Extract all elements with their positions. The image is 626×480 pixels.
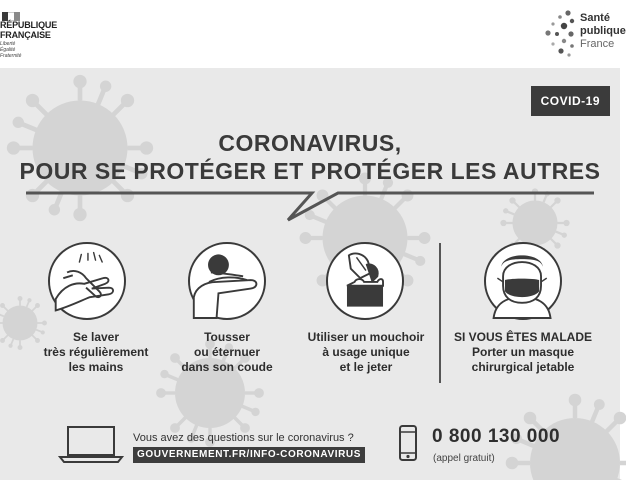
- header-bar: [0, 0, 626, 68]
- speech-bubble-underline: [26, 186, 594, 226]
- motto-line: Égalité: [0, 47, 16, 53]
- gesture-label-wash-hands: [40, 330, 152, 375]
- republique-francaise-logo: [0, 8, 70, 64]
- surgical-mask-icon: [484, 242, 562, 320]
- motto-line: Fraternité: [0, 53, 22, 59]
- gesture-label-cough-elbow: [178, 330, 276, 375]
- elbow-cough-icon: [188, 242, 266, 320]
- gesture-label-tissue: [296, 330, 436, 375]
- poster-panel: [0, 68, 620, 480]
- footer-question: Vous avez des questions sur le coronavirus ?: [133, 432, 354, 444]
- sante-publique-line: France: [580, 38, 615, 50]
- laptop-icon: [58, 424, 124, 464]
- gesture-label-line: ou éternuer: [193, 345, 260, 359]
- vertical-divider: [439, 243, 441, 383]
- gesture-label-line: Porter un masque: [471, 345, 575, 359]
- french-flag-icon: [2, 8, 20, 17]
- covid-19-badge: COVID-19: [531, 86, 610, 116]
- gesture-label-line: chirurgical jetable: [471, 360, 575, 374]
- phone-note: (appel gratuit): [433, 453, 495, 464]
- republique-name: [0, 20, 57, 40]
- gesture-label-line: à usage unique: [322, 345, 410, 359]
- gesture-label-line: SI VOUS ÊTES MALADE: [453, 330, 593, 344]
- website-link[interactable]: GOUVERNEMENT.FR/INFO-CORONAVIRUS: [133, 447, 365, 463]
- sante-publique-france-logo: [544, 6, 626, 62]
- gesture-label-line: et le jeter: [339, 360, 393, 374]
- gesture-label-line: les mains: [68, 360, 124, 374]
- republique-name-line: FRANÇAISE: [0, 30, 51, 40]
- poster-title: CORONAVIRUS,: [218, 130, 402, 156]
- sante-publique-line: Santé: [580, 12, 610, 24]
- republique-motto: [0, 41, 21, 59]
- smartphone-icon: [398, 424, 418, 462]
- gesture-label-mask: [448, 330, 598, 375]
- phone-number[interactable]: 0 800 130 000: [432, 426, 561, 447]
- gesture-label-line: Utiliser un mouchoir: [307, 330, 425, 344]
- republique-name-line: RÉPUBLIQUE: [0, 20, 58, 30]
- motto-line: Liberté: [0, 41, 16, 47]
- hand-washing-icon: [48, 242, 126, 320]
- gesture-label-line: Tousser: [204, 330, 250, 344]
- gesture-label-line: très régulièrement: [43, 345, 149, 359]
- sante-publique-line: publique: [580, 25, 626, 37]
- sante-publique-dots-icon: [544, 8, 580, 58]
- tissue-icon: [326, 242, 404, 320]
- gesture-label-line: dans son coude: [181, 360, 273, 374]
- gesture-label-line: Se laver: [72, 330, 120, 344]
- sante-publique-name: [580, 12, 626, 51]
- poster-subtitle: POUR SE PROTÉGER ET PROTÉGER LES AUTRES: [19, 158, 601, 184]
